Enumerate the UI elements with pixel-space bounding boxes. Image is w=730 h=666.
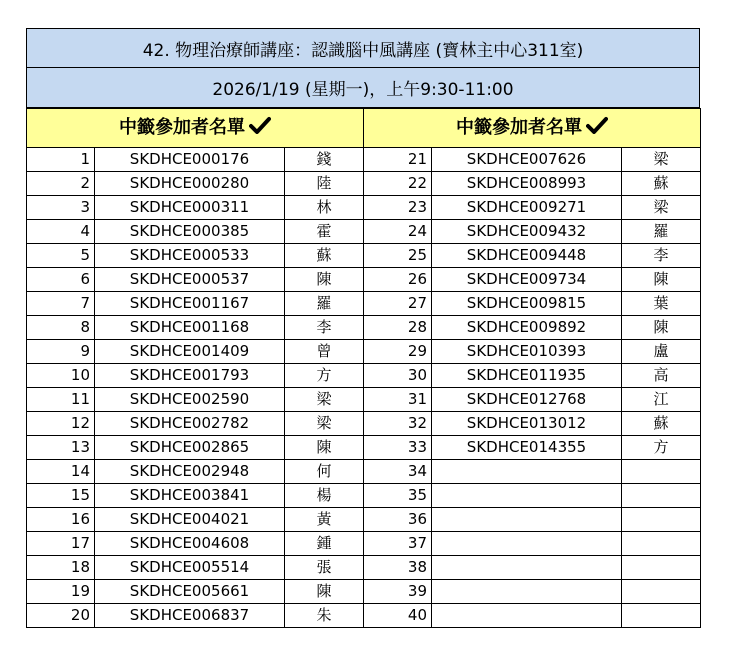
left-list-header: [27, 109, 364, 148]
right-row-number: 22: [364, 172, 432, 196]
right-participant-code: SKDHCE009432: [432, 220, 622, 244]
table-row: [27, 292, 701, 316]
left-participant-surname: 黃: [285, 508, 364, 532]
right-participant-surname: 陳: [622, 268, 701, 292]
left-participant-code: SKDHCE003841: [95, 484, 285, 508]
right-row-number: 30: [364, 364, 432, 388]
left-participant-surname: 蘇: [285, 244, 364, 268]
right-participant-surname: 高: [622, 364, 701, 388]
right-participant-code: SKDHCE012768: [432, 388, 622, 412]
right-row-number: 28: [364, 316, 432, 340]
left-participant-code: SKDHCE001167: [95, 292, 285, 316]
table-row: [27, 508, 701, 532]
right-participant-code: SKDHCE009892: [432, 316, 622, 340]
left-participant-code: SKDHCE002948: [95, 460, 285, 484]
table-row: [27, 196, 701, 220]
right-row-number: 27: [364, 292, 432, 316]
left-row-number: 5: [27, 244, 95, 268]
left-participant-surname: 梁: [285, 388, 364, 412]
left-participant-code: SKDHCE002865: [95, 436, 285, 460]
right-participant-code: SKDHCE014355: [432, 436, 622, 460]
left-participant-surname: 林: [285, 196, 364, 220]
checkmark-icon: [586, 116, 608, 140]
right-participant-surname: [622, 460, 701, 484]
left-row-number: 18: [27, 556, 95, 580]
left-participant-code: SKDHCE000385: [95, 220, 285, 244]
right-participant-surname: 方: [622, 436, 701, 460]
left-participant-surname: 曾: [285, 340, 364, 364]
right-row-number: 21: [364, 148, 432, 172]
left-participant-surname: 梁: [285, 412, 364, 436]
left-participant-code: SKDHCE004021: [95, 508, 285, 532]
left-participant-code: SKDHCE000311: [95, 196, 285, 220]
table-row: [27, 532, 701, 556]
left-row-number: 12: [27, 412, 95, 436]
table-row: [27, 268, 701, 292]
left-participant-surname: 朱: [285, 604, 364, 628]
table-row: [27, 148, 701, 172]
right-participant-surname: [622, 556, 701, 580]
right-participant-surname: 葉: [622, 292, 701, 316]
left-row-number: 17: [27, 532, 95, 556]
right-participant-surname: [622, 604, 701, 628]
left-row-number: 16: [27, 508, 95, 532]
right-participant-code: [432, 532, 622, 556]
left-participant-code: SKDHCE000176: [95, 148, 285, 172]
table-row: [27, 340, 701, 364]
event-datetime: 2026/1/19 (星期一)，上午9:30-11:00: [26, 68, 700, 108]
left-participant-code: SKDHCE000533: [95, 244, 285, 268]
table-row: [27, 580, 701, 604]
right-participant-code: SKDHCE009815: [432, 292, 622, 316]
right-participant-code: [432, 460, 622, 484]
left-participant-surname: 陳: [285, 436, 364, 460]
right-participant-surname: [622, 580, 701, 604]
right-participant-surname: 江: [622, 388, 701, 412]
right-row-number: 37: [364, 532, 432, 556]
right-row-number: 29: [364, 340, 432, 364]
left-participant-surname: 霍: [285, 220, 364, 244]
left-participant-surname: 李: [285, 316, 364, 340]
right-participant-surname: 梁: [622, 148, 701, 172]
right-participant-code: [432, 580, 622, 604]
left-participant-surname: 楊: [285, 484, 364, 508]
right-participant-code: [432, 484, 622, 508]
left-row-number: 11: [27, 388, 95, 412]
left-participant-code: SKDHCE005514: [95, 556, 285, 580]
right-header-label: 中籤參加者名單: [456, 117, 582, 138]
left-participant-code: SKDHCE005661: [95, 580, 285, 604]
right-row-number: 34: [364, 460, 432, 484]
right-participant-surname: [622, 508, 701, 532]
left-row-number: 14: [27, 460, 95, 484]
table-row: [27, 316, 701, 340]
right-participant-code: SKDHCE008993: [432, 172, 622, 196]
left-row-number: 6: [27, 268, 95, 292]
right-participant-code: SKDHCE007626: [432, 148, 622, 172]
left-participant-code: SKDHCE004608: [95, 532, 285, 556]
left-participant-surname: 陳: [285, 268, 364, 292]
right-row-number: 26: [364, 268, 432, 292]
right-participant-surname: 蘇: [622, 412, 701, 436]
right-list-header: [364, 109, 701, 148]
table-row: [27, 220, 701, 244]
left-participant-surname: 鍾: [285, 532, 364, 556]
right-participant-code: [432, 508, 622, 532]
left-row-number: 1: [27, 148, 95, 172]
left-participant-surname: 張: [285, 556, 364, 580]
left-row-number: 9: [27, 340, 95, 364]
left-row-number: 4: [27, 220, 95, 244]
left-row-number: 10: [27, 364, 95, 388]
left-row-number: 8: [27, 316, 95, 340]
left-row-number: 19: [27, 580, 95, 604]
left-header-label: 中籤參加者名單: [119, 117, 245, 138]
left-participant-code: SKDHCE001793: [95, 364, 285, 388]
left-row-number: 20: [27, 604, 95, 628]
table-row: [27, 604, 701, 628]
right-row-number: 33: [364, 436, 432, 460]
left-participant-code: SKDHCE002590: [95, 388, 285, 412]
table-row: [27, 364, 701, 388]
left-row-number: 7: [27, 292, 95, 316]
left-participant-code: SKDHCE002782: [95, 412, 285, 436]
left-participant-surname: 方: [285, 364, 364, 388]
table-row: [27, 436, 701, 460]
right-row-number: 40: [364, 604, 432, 628]
table-row: [27, 412, 701, 436]
left-participant-code: SKDHCE001168: [95, 316, 285, 340]
checkmark-icon: [249, 116, 271, 140]
left-participant-code: SKDHCE000280: [95, 172, 285, 196]
event-title: 42. 物理治療師講座：認識腦中風講座 (寶林主中心311室): [26, 28, 700, 68]
right-participant-surname: 陳: [622, 316, 701, 340]
right-participant-code: [432, 556, 622, 580]
right-participant-code: SKDHCE013012: [432, 412, 622, 436]
left-participant-surname: 何: [285, 460, 364, 484]
right-participant-surname: [622, 532, 701, 556]
right-participant-surname: 李: [622, 244, 701, 268]
right-participant-surname: [622, 484, 701, 508]
right-participant-code: SKDHCE009271: [432, 196, 622, 220]
table-row: [27, 388, 701, 412]
right-row-number: 39: [364, 580, 432, 604]
table-row: [27, 460, 701, 484]
right-row-number: 25: [364, 244, 432, 268]
left-participant-code: SKDHCE006837: [95, 604, 285, 628]
participant-sheet: [26, 28, 700, 628]
right-participant-surname: 羅: [622, 220, 701, 244]
right-row-number: 35: [364, 484, 432, 508]
right-row-number: 36: [364, 508, 432, 532]
right-participant-surname: 蘇: [622, 172, 701, 196]
right-row-number: 32: [364, 412, 432, 436]
participant-table: [26, 108, 701, 628]
right-row-number: 23: [364, 196, 432, 220]
left-row-number: 2: [27, 172, 95, 196]
right-row-number: 24: [364, 220, 432, 244]
left-row-number: 13: [27, 436, 95, 460]
right-participant-code: SKDHCE009448: [432, 244, 622, 268]
table-row: [27, 484, 701, 508]
left-row-number: 15: [27, 484, 95, 508]
right-participant-code: SKDHCE009734: [432, 268, 622, 292]
right-participant-surname: 盧: [622, 340, 701, 364]
left-row-number: 3: [27, 196, 95, 220]
header-row: [27, 109, 701, 148]
left-participant-code: SKDHCE000537: [95, 268, 285, 292]
left-participant-surname: 陸: [285, 172, 364, 196]
table-row: [27, 244, 701, 268]
left-participant-surname: 羅: [285, 292, 364, 316]
right-participant-surname: 梁: [622, 196, 701, 220]
table-row: [27, 172, 701, 196]
right-participant-code: [432, 604, 622, 628]
table-row: [27, 556, 701, 580]
left-participant-surname: 陳: [285, 580, 364, 604]
left-participant-surname: 錢: [285, 148, 364, 172]
right-participant-code: SKDHCE010393: [432, 340, 622, 364]
right-row-number: 38: [364, 556, 432, 580]
right-row-number: 31: [364, 388, 432, 412]
right-participant-code: SKDHCE011935: [432, 364, 622, 388]
left-participant-code: SKDHCE001409: [95, 340, 285, 364]
